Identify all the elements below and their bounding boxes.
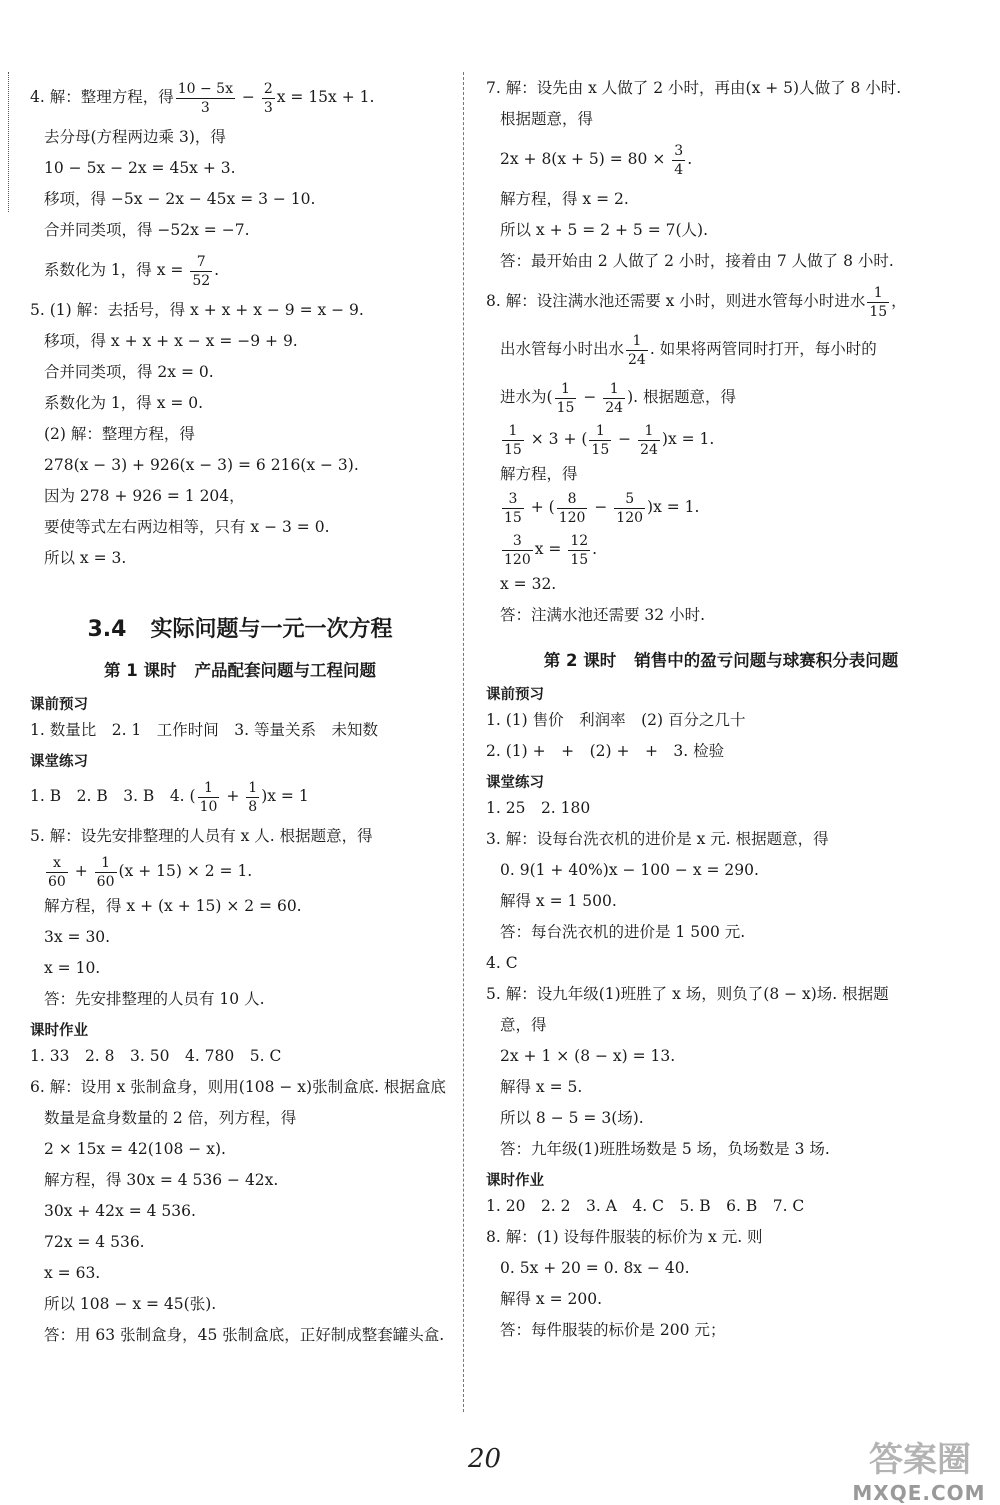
text-line: 解得 x = 200. xyxy=(500,1290,603,1308)
text-line: 6. 解：设用 x 张制盒身，则用(108 − x)张制盒底. 根据盒底 xyxy=(30,1078,446,1096)
fraction: $\frac{5}{120}$ xyxy=(616,490,644,526)
problem-7-line-1: 7. 解：设先由 x 人做了 2 小时，再由(x + 5)人做了 8 小时. xyxy=(486,79,902,97)
text-line: x = 63. xyxy=(44,1264,101,1282)
fraction: $\frac{1}{24}$ xyxy=(640,422,658,458)
watermark-url: MXQE.COM xyxy=(852,1481,986,1505)
text-line: 0. 9(1 + 40%)x − 100 − x = 290. xyxy=(500,861,759,879)
text-line: 2 × 15x = 42(108 − x). xyxy=(44,1140,226,1158)
text-line: 根据题意，得 xyxy=(500,110,594,128)
text-line: 解方程，得 x = 2. xyxy=(500,190,629,208)
text-line: 要使等式左右两边相等，只有 x − 3 = 0. xyxy=(44,518,330,536)
page-number: 20 xyxy=(468,1444,502,1474)
text-line: 解得 x = 5. xyxy=(500,1078,583,1096)
watermark-logo: 答案圈 xyxy=(869,1440,971,1480)
text-line: 所以 8 − 5 = 3(场). xyxy=(500,1109,644,1127)
practice-heading: 课堂练习 xyxy=(30,754,88,770)
text-line: 1. B 2. B 3. B 4. ( $\frac{1}{10}$ + $\frac{1}{8}$ )x = 1 xyxy=(30,779,309,815)
right-column xyxy=(486,78,956,1340)
text-line: 答：每件服装的标价是 200 元； xyxy=(500,1321,726,1339)
text-line: 5. 解：设先安排整理的人员有 x 人. 根据题意，得 xyxy=(30,827,373,845)
fraction: $\frac{10 - 5x}{3}$ xyxy=(177,80,233,116)
text-line: 因为 278 + 926 = 1 204， xyxy=(44,487,245,505)
text-line: 系数化为 1，得 x = $\frac{7}{52}$ . xyxy=(44,253,220,289)
fraction: $\frac{1}{15}$ xyxy=(556,380,575,416)
text-line: 3x = 30. xyxy=(44,928,111,946)
text-line: $\frac{1}{15}$ × 3 + ( $\frac{1}{15}$ − $\frac{1}{24}$ )x = 1. xyxy=(504,422,715,458)
section-title: 3.4 实际问题与一元一次方程 xyxy=(87,617,393,642)
fraction: $\frac{1}{15}$ xyxy=(591,422,610,458)
text-line: 1. 20 2. 2 3. A 4. C 5. B 6. B 7. C xyxy=(486,1197,805,1215)
fraction: $\frac{3}{15}$ xyxy=(504,490,522,526)
fraction: $\frac{1}{10}$ xyxy=(199,779,218,815)
text-line: 278(x − 3) + 926(x − 3) = 6 216(x − 3). xyxy=(44,456,359,474)
problem-5-line-1: 5. (1) 解：去括号，得 x + x + x − 9 = x − 9. xyxy=(30,301,364,319)
fraction: $\frac{3}{120}$ xyxy=(504,532,531,568)
practice-heading: 课堂练习 xyxy=(486,775,544,791)
text-line: 0. 5x + 20 = 0. 8x − 40. xyxy=(500,1259,690,1277)
text-line: 10 − 5x − 2x = 45x + 3. xyxy=(44,159,236,177)
preview-heading: 课前预习 xyxy=(30,697,88,713)
text-line: 2x + 1 × (8 − x) = 13. xyxy=(500,1047,676,1065)
text-line: 1. 25 2. 180 xyxy=(486,799,591,817)
text-line: 1. 数量比 2. 1 工作时间 3. 等量关系 未知数 xyxy=(30,721,379,739)
text-line: 4. C xyxy=(486,954,518,972)
lesson-2-title: 第 2 课时 销售中的盈亏问题与球赛积分表问题 xyxy=(543,651,899,670)
fraction: $\frac{1}{60}$ xyxy=(96,854,115,890)
fraction: $\frac{1}{24}$ xyxy=(628,332,646,368)
fraction: $\frac{3}{4}$ xyxy=(674,142,684,178)
text-line: $\frac{x}{60}$ + $\frac{1}{60}$ (x + 15) × 2 = 1. xyxy=(48,854,253,890)
fraction: $\frac{1}{8}$ xyxy=(248,779,258,815)
homework-heading: 课时作业 xyxy=(30,1023,88,1039)
text-line: 1. (1) 售价 利润率 (2) 百分之几十 xyxy=(486,711,746,729)
text-line: 解方程，得 30x = 4 536 − 42x. xyxy=(44,1171,279,1189)
left-column xyxy=(30,78,450,1345)
text-line: 意，得 xyxy=(500,1016,547,1034)
text-line: 答：九年级(1)班胜场数是 5 场，负场数是 3 场. xyxy=(500,1140,830,1158)
text-line: 72x = 4 536. xyxy=(44,1233,145,1251)
text-line: 系数化为 1，得 x = 0. xyxy=(44,394,204,412)
text-line: x = 10. xyxy=(44,959,101,977)
text-line: 2. (1) + + (2) + + 3. 检验 xyxy=(486,742,725,760)
text-line: $\frac{3}{15}$ + ( $\frac{8}{120}$ − $\frac{5}{120}$ )x = 1. xyxy=(504,490,700,526)
text-line: 移项，得 x + x + x − x = −9 + 9. xyxy=(44,332,298,350)
fraction: $\frac{1}{24}$ xyxy=(605,380,624,416)
text-line: 答：先安排整理的人员有 10 人. xyxy=(44,990,265,1008)
text-line: 5. 解：设九年级(1)班胜了 x 场，则负了(8 − x)场. 根据题 xyxy=(486,985,889,1003)
text-line: 移项，得 −5x − 2x − 45x = 3 − 10. xyxy=(44,190,316,208)
lesson-1-title: 第 1 课时 产品配套问题与工程问题 xyxy=(104,661,376,680)
text-line: 8. 解：(1) 设每件服装的标价为 x 元. 则 xyxy=(486,1228,763,1246)
text-line: 合并同类项，得 2x = 0. xyxy=(44,363,214,381)
text-line: 合并同类项，得 −52x = −7. xyxy=(44,221,250,239)
text-line: 3. 解：设每台洗衣机的进价是 x 元. 根据题意，得 xyxy=(486,830,829,848)
binding-margin xyxy=(8,72,9,212)
text-line: 出水管每小时出水 $\frac{1}{24}$ . 如果将两管同时打开，每小时的 xyxy=(500,332,877,368)
preview-heading: 课前预习 xyxy=(486,687,544,703)
text-line: $\frac{3}{120}$ x = $\frac{12}{15}$ . xyxy=(504,532,598,568)
problem-4-line-1: 4. 解：整理方程，得 $\frac{10 - 5x}{3}$ − $\frac{2}{3}$ x = 15x + 1. xyxy=(30,80,375,116)
text-line: 答：最开始由 2 人做了 2 小时，接着由 7 人做了 8 小时. xyxy=(500,252,894,270)
fraction: $\frac{7}{52}$ xyxy=(192,253,211,289)
text-line: 所以 108 − x = 45(张). xyxy=(44,1295,217,1313)
fraction: $\frac{2}{3}$ xyxy=(263,80,273,116)
text-line: 进水为( $\frac{1}{15}$ − $\frac{1}{24}$ ). 根据题意，得 xyxy=(500,380,736,416)
problem-8-line-1: 8. 解：设注满水池还需要 x 小时，则进水管每小时进水 $\frac{1}{15}$ ， xyxy=(486,284,907,320)
text-line: 1. 33 2. 8 3. 50 4. 780 5. C xyxy=(30,1047,282,1065)
text-line: 去分母(方程两边乘 3)，得 xyxy=(44,128,226,146)
text-line: x = 32. xyxy=(500,575,557,593)
text-line: 所以 x + 5 = 2 + 5 = 7(人). xyxy=(500,221,709,239)
text-line: 答：注满水池还需要 32 小时. xyxy=(500,606,706,624)
text-line: 解得 x = 1 500. xyxy=(500,892,617,910)
homework-heading: 课时作业 xyxy=(486,1173,544,1189)
text-line: 解方程，得 xyxy=(500,465,578,483)
text-line: 解方程，得 x + (x + 15) × 2 = 60. xyxy=(44,897,302,915)
text-line: 所以 x = 3. xyxy=(44,549,127,567)
text-line: 答：每台洗衣机的进价是 1 500 元. xyxy=(500,923,746,941)
fraction: $\frac{1}{15}$ xyxy=(869,284,888,320)
fraction: $\frac{1}{15}$ xyxy=(504,422,522,458)
text-line: 30x + 42x = 4 536. xyxy=(44,1202,196,1220)
column-divider xyxy=(463,72,464,1412)
fraction: $\frac{x}{60}$ xyxy=(48,854,66,890)
text-line: 数量是盒身数量的 2 倍，列方程，得 xyxy=(44,1109,297,1127)
text-line: 2x + 8(x + 5) = 80 × $\frac{3}{4}$ . xyxy=(500,142,693,178)
text-line: 答：用 63 张制盒身，45 张制盒底，正好制成整套罐头盒. xyxy=(44,1326,445,1344)
fraction: $\frac{8}{120}$ xyxy=(558,490,586,526)
fraction: $\frac{12}{15}$ xyxy=(570,532,589,568)
text-line: (2) 解：整理方程，得 xyxy=(44,425,195,443)
